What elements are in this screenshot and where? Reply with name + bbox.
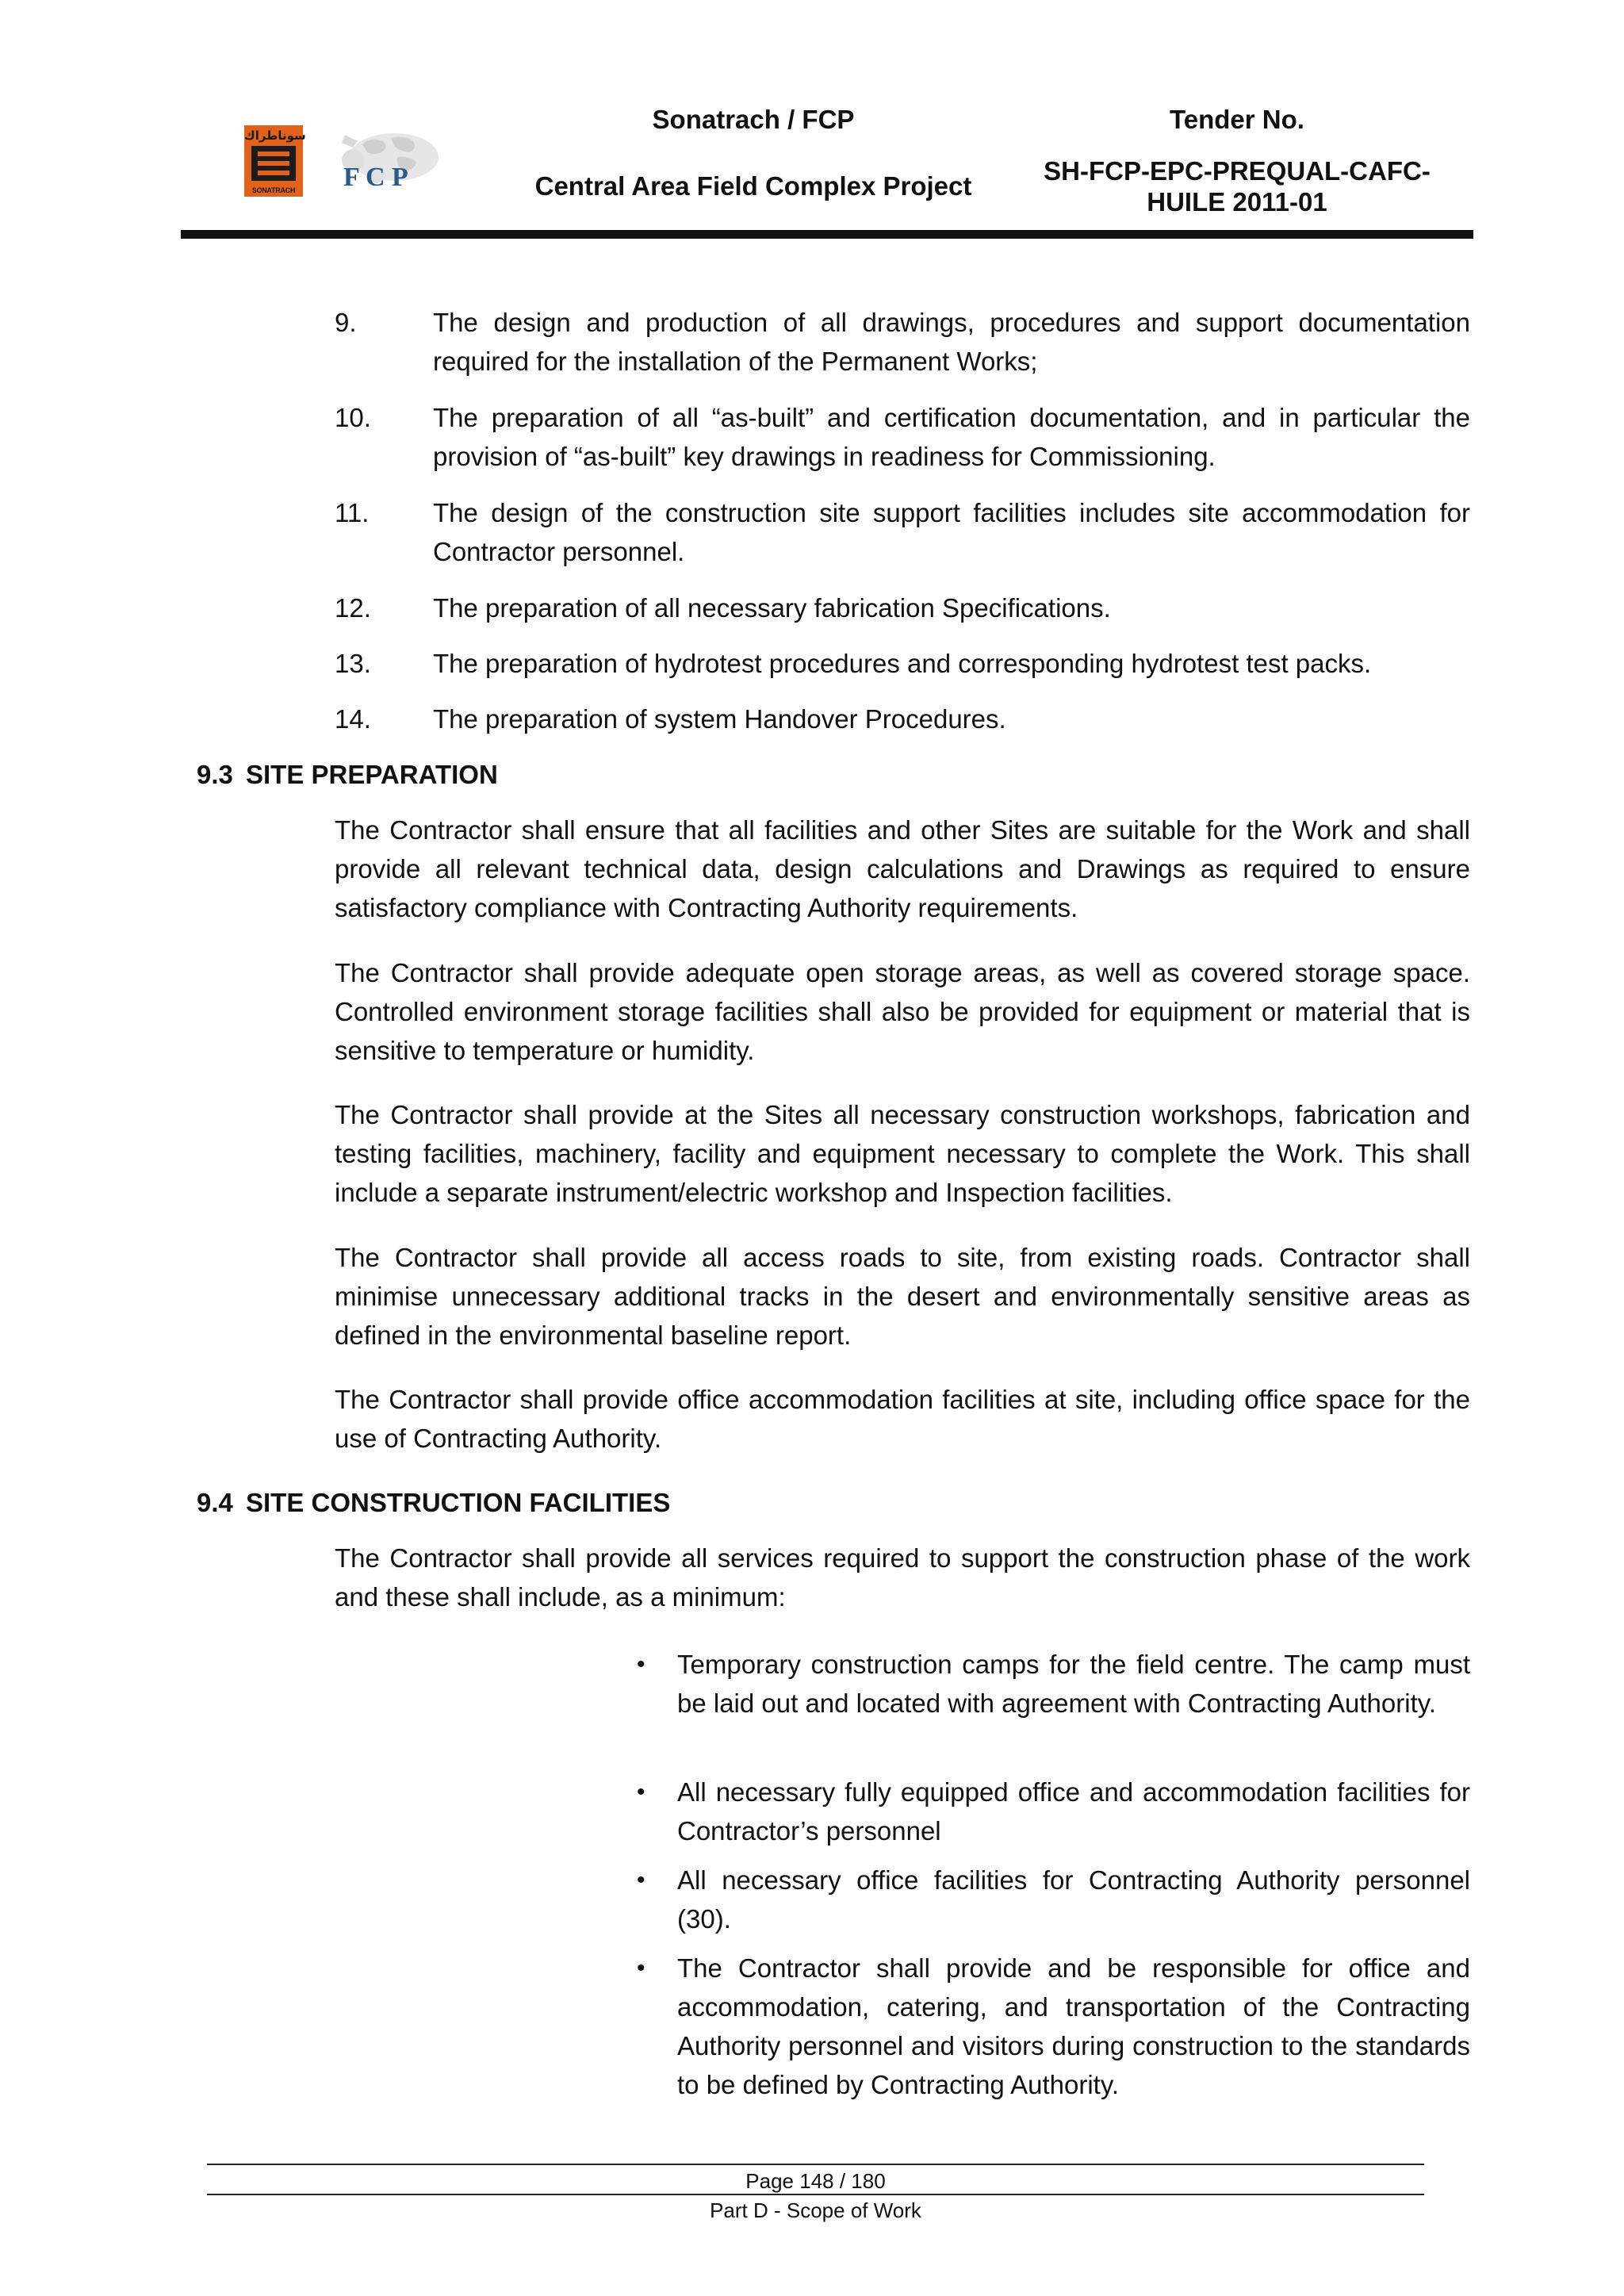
- bullet-icon: •: [637, 1779, 645, 1805]
- list-item-text: The design and production of all drawings, procedures and support documentation required for the installation of the Permanent Works;: [433, 308, 1470, 376]
- section-number: 9.3: [197, 760, 233, 789]
- bullet-icon: •: [637, 1955, 645, 1981]
- paragraph: The Contractor shall provide all access roads to site, from existing roads. Contractor shall minimise unnecessary additional tracks in the desert and environmentally sensitive areas as defined in the environmental baseline report.: [335, 1243, 1470, 1350]
- header-tender-number-line2: HUILE 2011-01: [1147, 187, 1327, 217]
- paragraph: The Contractor shall provide adequate open storage areas, as well as covered storage space. Controlled environment storage facilities shall also be provided for equipment or material that is sensitive to temperature or humidity.: [335, 958, 1470, 1065]
- list-item-text: The preparation of system Handover Procedures.: [433, 704, 1006, 734]
- sonatrach-logo-mark: [251, 146, 296, 181]
- sonatrach-logo: [244, 125, 306, 197]
- bullet-text: All necessary office facilities for Contracting Authority personnel (30).: [677, 1865, 1470, 1934]
- list-item-number: 12.: [335, 593, 371, 623]
- fcp-logo: [321, 128, 448, 197]
- footer-part: Part D - Scope of Work: [710, 2198, 921, 2222]
- bullet-text: All necessary fully equipped office and accommodation facilities for Contractor’s personnel: [677, 1777, 1470, 1846]
- header-rule: [181, 230, 1473, 239]
- bullet-icon: •: [637, 1651, 645, 1677]
- bullet-icon: •: [637, 1867, 645, 1893]
- sonatrach-logo-arabic: سوناطراك: [244, 129, 306, 143]
- paragraph: The Contractor shall ensure that all facilities and other Sites are suitable for the Work and shall provide all relevant technical data, design calculations and Drawings as required to ensure satisfactory compliance with Contracting Authority requirements.: [335, 815, 1470, 922]
- paragraph: The Contractor shall provide at the Sites all necessary construction workshops, fabrication and testing facilities, machinery, facility and equipment necessary to complete the Work. This shall include a separate instrument/electric workshop and Inspection facilities.: [335, 1100, 1470, 1207]
- section-heading: SITE CONSTRUCTION FACILITIES: [246, 1488, 671, 1517]
- footer-rule-top: [207, 2164, 1424, 2165]
- list-item-number: 10.: [335, 403, 371, 432]
- sonatrach-logo-text: SONATRACH: [251, 186, 296, 194]
- bullet-text: The Contractor shall provide and be responsible for office and accommodation, catering, and transportation of the Contracting Authority personnel and visitors during construction to the standards to be defined by Contracting Authority.: [677, 1953, 1470, 2099]
- list-item-number: 11.: [335, 498, 370, 527]
- page-number: Page 148 / 180: [745, 2169, 886, 2193]
- section-heading: SITE PREPARATION: [246, 760, 498, 789]
- list-item-text: The preparation of all necessary fabrication Specifications.: [433, 593, 1111, 623]
- list-item-number: 9.: [335, 308, 357, 337]
- bullet-text: Temporary construction camps for the field centre. The camp must be laid out and located with agreement with Contracting Authority.: [677, 1650, 1470, 1718]
- list-item-text: The preparation of hydrotest procedures and corresponding hydrotest test packs.: [433, 649, 1372, 678]
- fcp-logo-text: F C P: [343, 163, 408, 192]
- header-tender-number-line1: SH-FCP-EPC-PREQUAL-CAFC-: [1044, 156, 1431, 186]
- paragraph: The Contractor shall provide all services required to support the construction phase of the work and these shall include, as a minimum:: [335, 1543, 1470, 1612]
- section-number: 9.4: [197, 1488, 233, 1517]
- list-item-text: The preparation of all “as-built” and certification documentation, and in particular the provision of “as-built” key drawings in readiness for Commissioning.: [433, 403, 1470, 471]
- footer-rule-bottom: [207, 2194, 1424, 2195]
- header-project: Central Area Field Complex Project: [534, 171, 972, 201]
- list-item-text: The design of the construction site support facilities includes site accommodation for Contractor personnel.: [433, 498, 1470, 566]
- header-org: Sonatrach / FCP: [652, 105, 855, 134]
- list-item-number: 13.: [335, 649, 371, 678]
- header-tender-label: Tender No.: [1170, 105, 1304, 134]
- list-item-number: 14.: [335, 704, 371, 734]
- paragraph: The Contractor shall provide office accommodation facilities at site, including office space for the use of Contracting Authority.: [335, 1385, 1470, 1453]
